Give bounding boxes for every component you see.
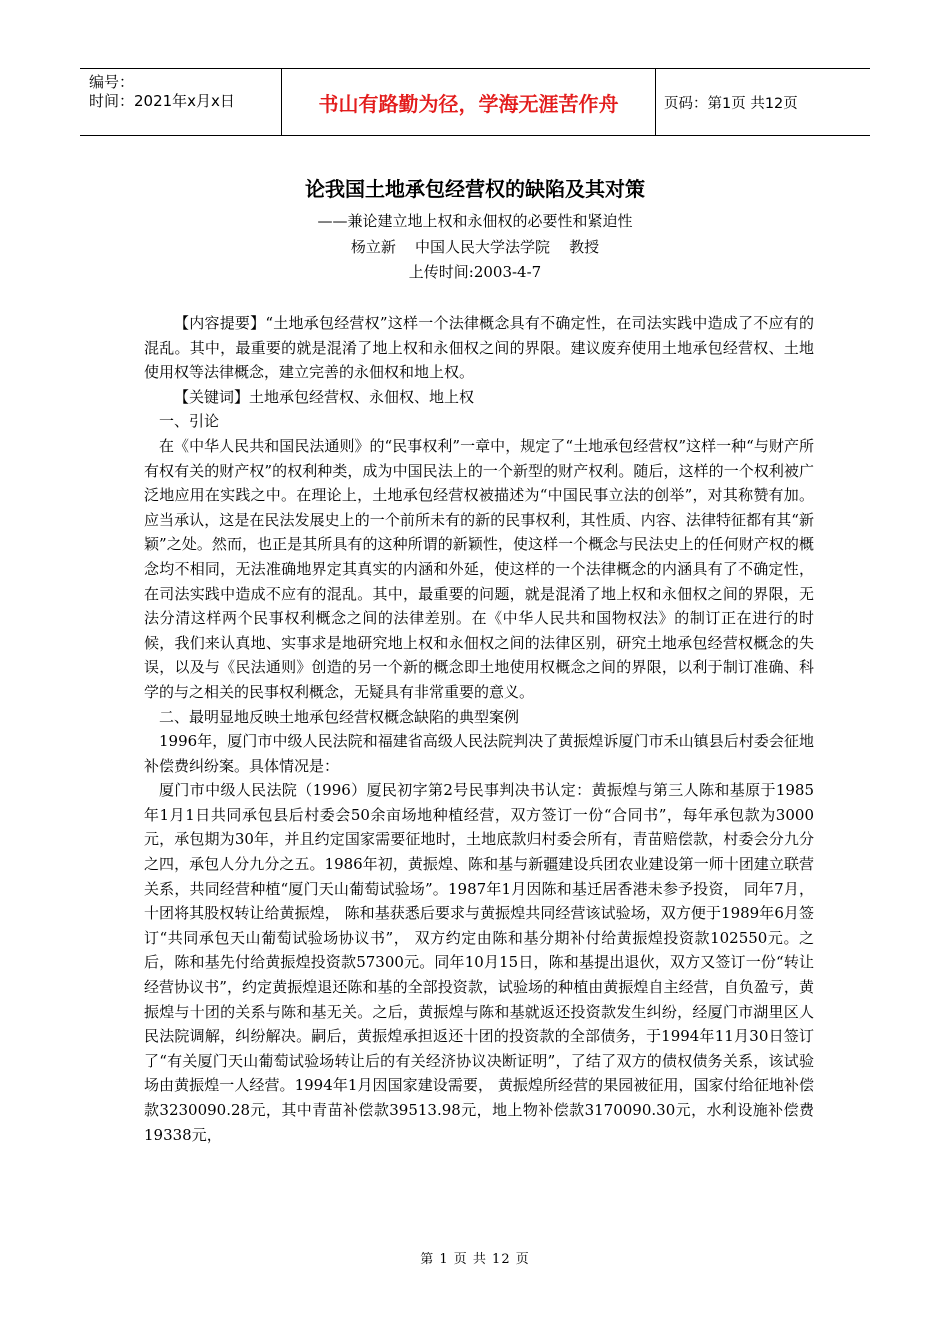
motto-text: 书山有路勤为径，学海无涯苦作舟 xyxy=(318,91,619,116)
document-number-label: 编号： xyxy=(89,73,135,91)
header-motto xyxy=(282,69,656,135)
section-heading-case: 二、最明显地反映土地承包经营权概念缺陷的典型案例 xyxy=(159,707,520,726)
document-body xyxy=(144,311,814,1147)
keywords-paragraph: 【关键词】土地承包经营权、永佃权、地上权 xyxy=(174,387,475,406)
case-intro-paragraph: 1996年，厦门市中级人民法院和福建省高级人民法院判决了黄振煌诉厦门市禾山镇县后村委会征地补偿费纠纷案。具体情况是： xyxy=(144,732,814,775)
section-heading-intro: 一、引论 xyxy=(159,412,220,431)
intro-paragraph: 在《中华人民共和国民法通则》的“民事权利”一章中，规定了“土地承包经营权”这样一种“与财产所有权有关的财产权”的权利种类，成为中国民法上的一个新型的财产权利。随后，这样的一个权利被广泛地应用在实践之中。在理论上，土地承包经营权被描述为“中国民事立法的创举”，对其称赞有加。应当承认，这是在民法发展史上的一个前所未有的新的民事权利，其性质、内容、法律特征都有其“新颖”之处。然而，也正是其所具有的这种所谓的新颖性，使这样一个概念与民法史上的任何财产权的概念均不相同，无法准确地界定其真实的内涵和外延，使这样的一个法律概念的内涵具有了不确定性，在司法实践中造成不应有的混乱。其中，最重要的问题，就是混淆了地上权和永佃权之间的界限，无法分清这样两个民事权利概念之间的法律差别。在《中华人民共和国物权法》的制订正在进行的时候，我们来认真地、实事求是地研究地上权和永佃权之间的法律区别，研究土地承包经营权概念的失误，以及与《民法通则》创造的另一个新的概念即土地使用权概念之间的界限，以利于制订准确、科学的与之相关的民事权利概念，无疑具有非常重要的意义。 xyxy=(144,436,814,701)
page-footer: 第 1 页 共 12 页 xyxy=(420,1252,530,1267)
header-meta xyxy=(80,69,282,135)
upload-time: 上传时间:2003-4-7 xyxy=(408,263,542,281)
document-subtitle: ——兼论建立地上权和永佃权的必要性和紧迫性 xyxy=(317,212,633,230)
abstract-paragraph: 【内容提要】“土地承包经营权”这样一个法律概念具有不确定性，在司法实践中造成了不应有的混乱。其中，最重要的就是混淆了地上权和永佃权之间的界限。建议废弃使用土地承包经营权、土地使用权等法律概念，建立完善的永佃权和地上权。 xyxy=(144,314,814,382)
document-time-label: 时间：2021年x月x日 xyxy=(89,92,235,110)
document-title: 论我国土地承包经营权的缺陷及其对策 xyxy=(305,177,645,201)
header-page-info xyxy=(656,69,870,135)
document-author: 杨立新 中国人民大学法学院 教授 xyxy=(350,238,600,256)
case-detail-paragraph: 厦门市中级人民法院（1996）厦民初字第2号民事判决书认定：黄振煌与第三人陈和基原于1985年1月1日共同承包县后村委会50余亩场地种植经营，双方签订一份“合同书”，每年承包款为3000元，承包期为30年，并且约定国家需要征地时，土地底款归村委会所有，青苗赔偿款，村委会分九分之四，承包人分九分之五。1986年初，黄振煌、陈和基与新疆建设兵团农业建设第一师十团建立联营关系，共同经营种植“厦门天山葡萄试验场”。1987年1月因陈和基迁居香港未参予投资， 同年7月，十团将其股权转让给黄振煌， 陈和基获悉后要求与黄振煌共同经营该试验场，双方便于1989年6月签订“共同承包天山葡萄试验场协议书”， 双方约定由陈和基分期补付给黄振煌投资款102550元。之后，陈和基先付给黄振煌投资款57300元。同年10月15日，陈和基提出退伙，双方又签订一份“转让经营协议书”，约定黄振煌退还陈和基的全部投资款，试验场的种植由黄振煌自主经营，自负盈亏，黄振煌与十团的关系与陈和基无关。之后，黄振煌与陈和基就返还投资款发生纠纷，经厦门市湖里区人民法院调解，纠纷解决。嗣后，黄振煌承担返还十团的投资款的全部债务，于1994年11月30日签订了“有关厦门天山葡萄试验场转让后的有关经济协议决断证明”，了结了双方的债权债务关系，该试验场由黄振煌一人经营。1994年1月因国家建设需要， 黄振煌所经营的果园被征用，国家付给征地补偿款3230090.28元，其中青苗补偿款39513.98元，地上物补偿款3170090.30元，水利设施补偿费19338元， xyxy=(144,781,814,1144)
page-header xyxy=(80,68,870,136)
page-info-text: 页码：第1页 共12页 xyxy=(664,95,798,112)
